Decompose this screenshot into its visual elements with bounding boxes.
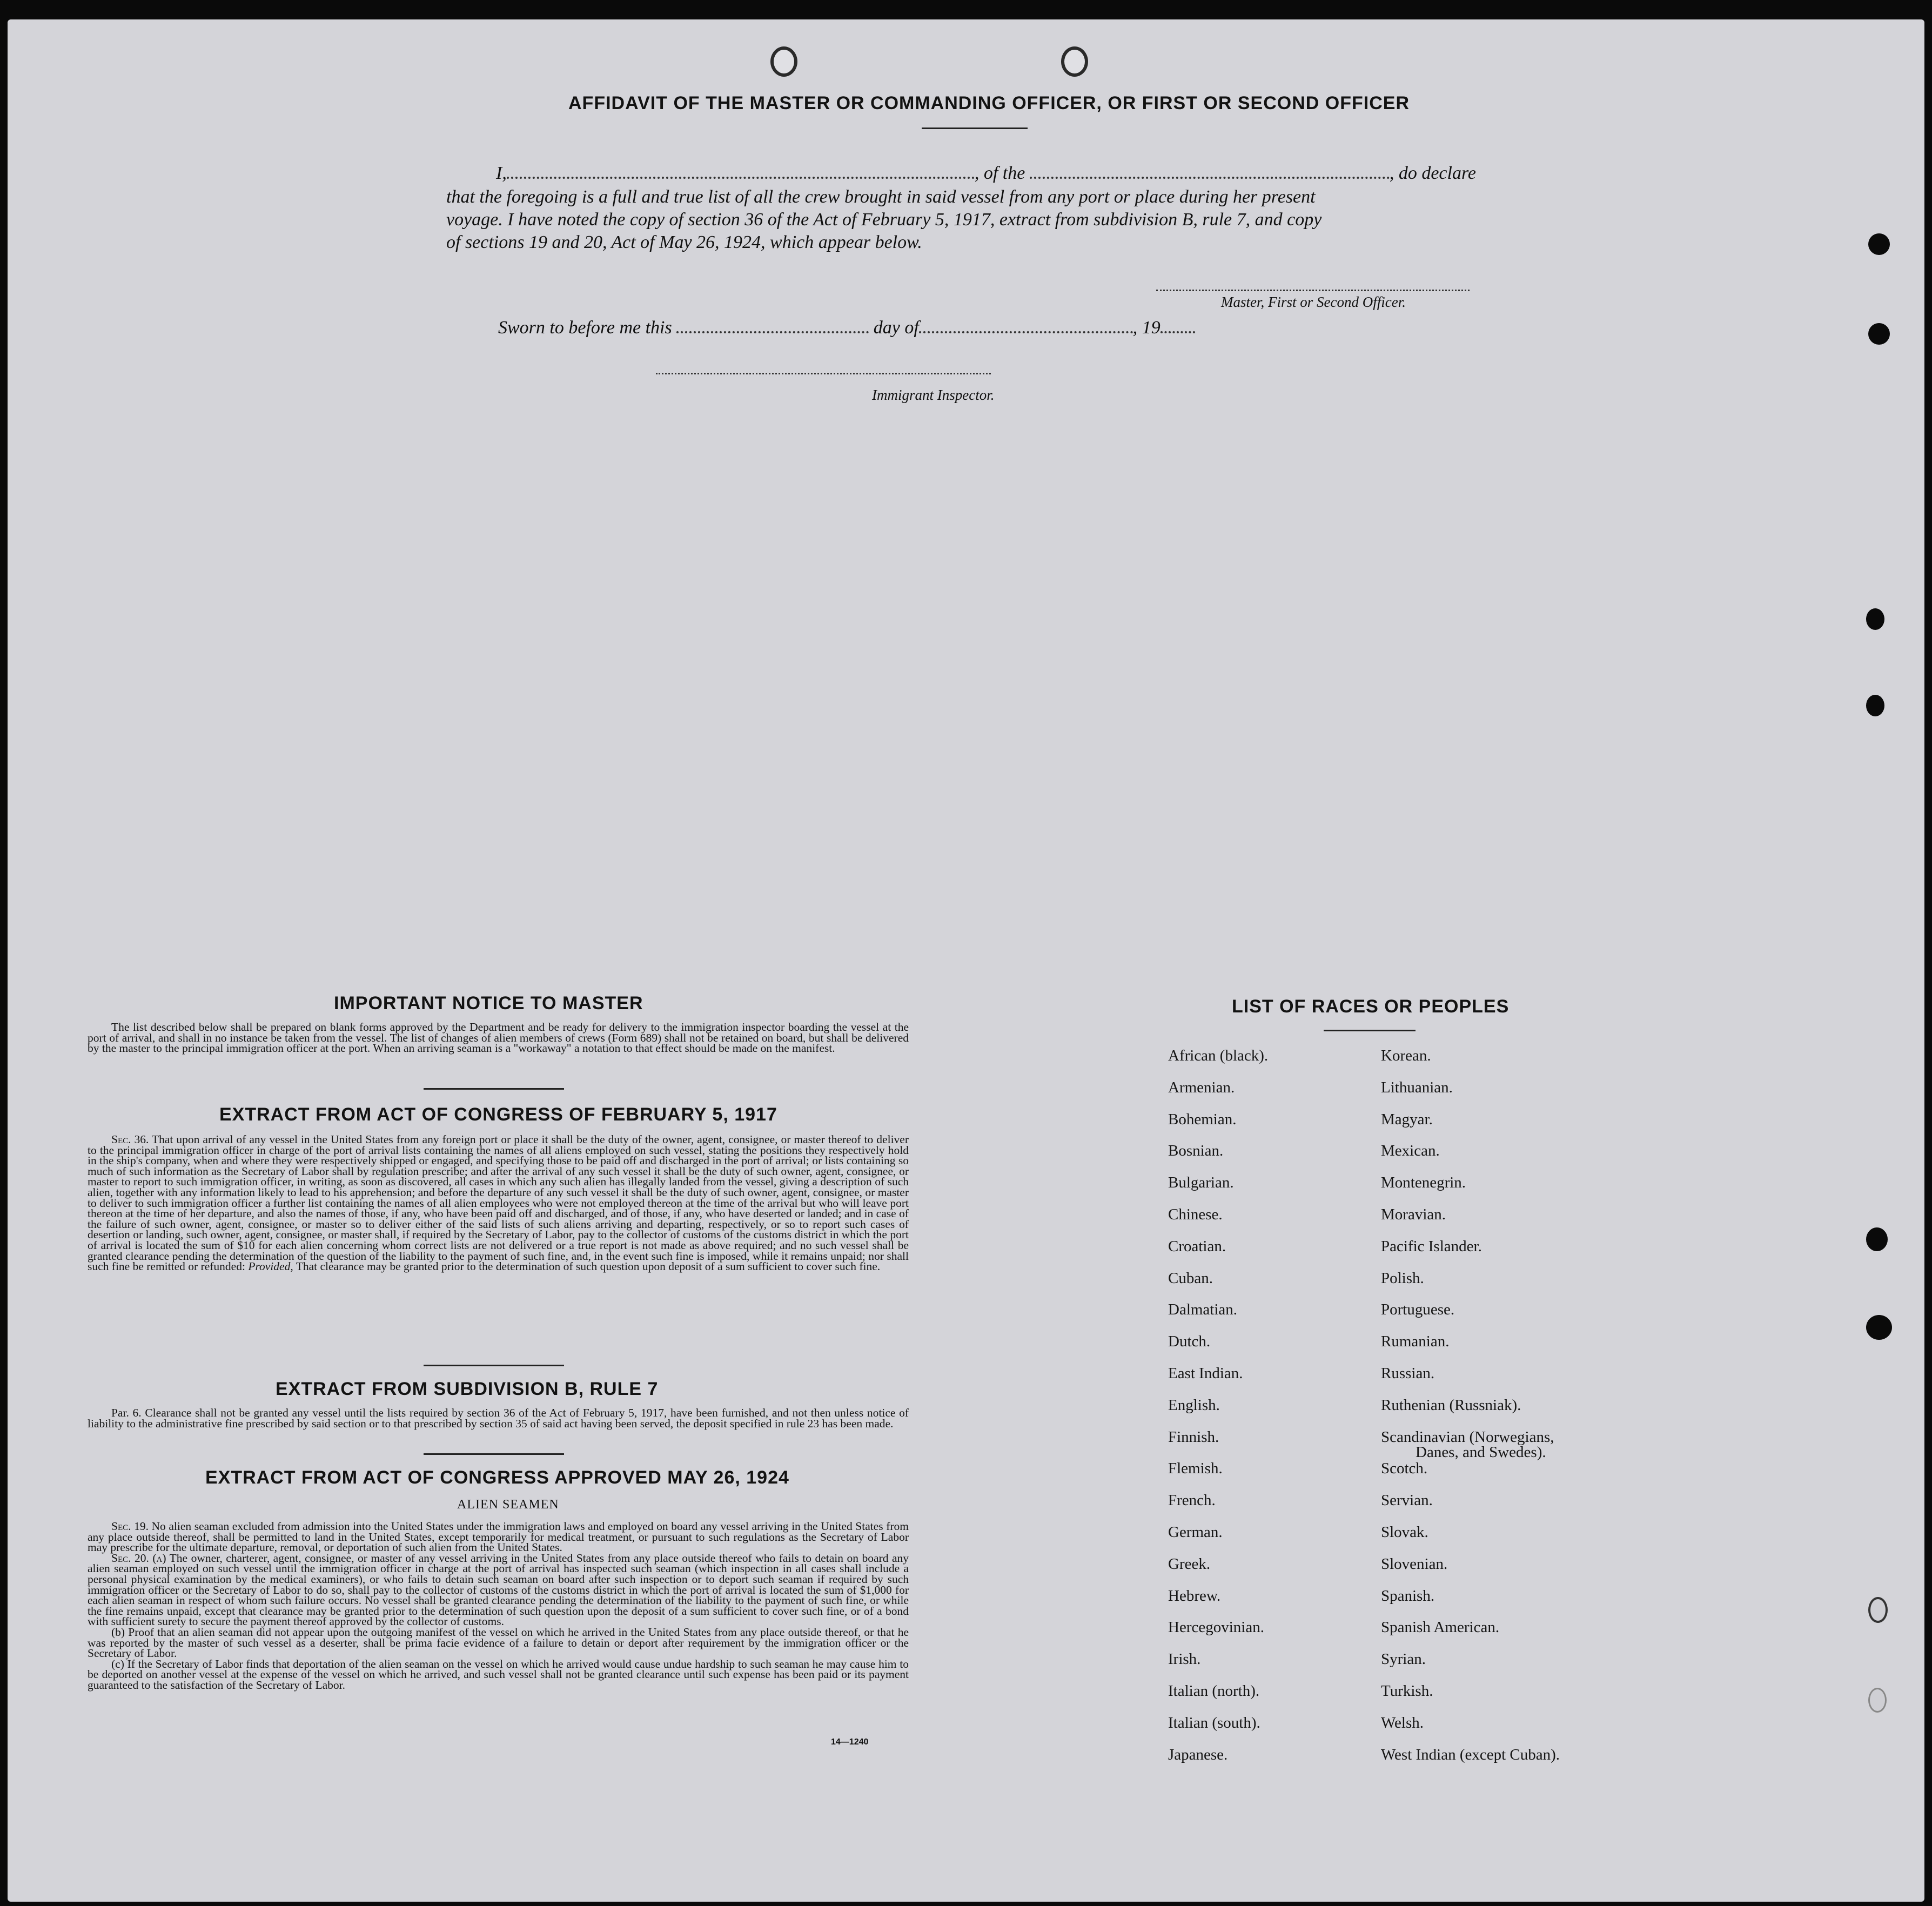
race-left-item-12: Finnish.	[1168, 1428, 1219, 1446]
race-left-item-2: Bohemian.	[1168, 1110, 1237, 1128]
notice-body-text: The list described below shall be prepared on blank forms approved by the Department and be ready for delivery to the immigration inspector boarding the vessel at the port of arrival, and shall in no instance be taken from the vessel. The list of changes of alien members of crews (Form 689) shall not be retained on board, but shall be delivered by the master to the principal immigration officer at the port. When an arriving seaman is a "workaway" a notation to that effect should be made on the manifest.	[88, 1021, 909, 1055]
sec20b-paragraph	[88, 1627, 909, 1659]
sworn-label: Sworn to before me this	[498, 318, 672, 338]
race-left-item-18: Hercegovinian.	[1168, 1619, 1264, 1636]
race-left-item-8: Dalmatian.	[1168, 1301, 1238, 1319]
form-number: 14—1240	[831, 1737, 869, 1747]
race-left-item-19: Irish.	[1168, 1650, 1201, 1668]
punch-hole-right-3	[1866, 608, 1884, 630]
master-signature-label: Master, First or Second Officer.	[1221, 294, 1406, 310]
race-right-item-8: Portuguese.	[1381, 1301, 1455, 1319]
sec20b-label: (b)	[111, 1625, 125, 1639]
race-left-item-5: Chinese.	[1168, 1206, 1223, 1223]
extract-1917-title: EXTRACT FROM ACT OF CONGRESS OF FEBRUARY 5, 1917	[219, 1104, 777, 1125]
sec20c-text: If the Secretary of Labor finds that deportation of the alien seaman on the vessel on which he arrived would cause undue hardship to such seaman he may cause him to be deported on another vessel at the expense of the vessel on which he arrived, and such vessel shall not be granted clearance until such expense has been paid or its payment guaranteed to the satisfaction of the Secretary of Labor.	[88, 1657, 909, 1692]
affidavit-of-the-label: , of the	[974, 163, 1025, 183]
race-right-item-1: Lithuanian.	[1381, 1078, 1453, 1096]
race-right-item-19: Syrian.	[1381, 1650, 1426, 1668]
race-left-item-11: English.	[1168, 1396, 1220, 1414]
race-right-item-0: Korean.	[1381, 1047, 1431, 1064]
extract-1917-rule	[424, 1365, 564, 1366]
race-left-item-10: East Indian.	[1168, 1365, 1243, 1382]
punch-hole-top-right	[1061, 46, 1088, 77]
sworn-line	[498, 318, 1195, 338]
races-title-rule	[1324, 1030, 1416, 1031]
proviso-label: Provided,	[248, 1260, 293, 1273]
race-right-item-9: Rumanian.	[1381, 1333, 1450, 1351]
race-right-item-2: Magyar.	[1381, 1110, 1433, 1128]
race-left-item-21: Italian (south).	[1168, 1714, 1260, 1731]
sec36-text: That upon arrival of any vessel in the United States from any foreign port or place it shall be the duty of the owner, agent, consignee, or master thereof to deliver to the principal immigration officer in charge of the port of arrival lists containing the names of all aliens employed on such vessel, stating the positions they respectively hold in the ship's company, when and where they were respectively shipped or engaged, and specifying those to be paid off and discharged in the port of arrival; or lists containing so much of such information as the Secretary of Labor shall by regulation prescribe; and after the arrival of any such vessel it shall be the duty of such owner, agent, consignee, or master to report to such immigration officer, in writing, as soon as discovered, all cases in which any such alien has illegally landed from the vessel, giving a description of such alien, together with any information likely to lead to his apprehension; and before the departure of any such vessel it shall be the duty of such owner, agent, consignee, or master to deliver to such immigration officer a further list containing the names of all alien employees who were not employed thereon at the time of the arrival but who will leave port thereon at the time of her departure, and also the names of those, if any, who have been paid off and discharged, and of those, if any, who have deserted or landed; and in case of the failure of such owner, agent, consignee, or master so to deliver either of the said lists of such aliens arriving and departing, respectively, or so to report such cases of desertion or landing, such owner, agent, consignee, or master shall, if required by the Secretary of Labor, pay to the collector of customs of the customs district in which the port of arrival is located the sum of $10 for each alien concerning whom correct lists are not delivered or a true report is not made as above required; and no such vessel shall be granted clearance pending the determination of the question of the liability to the payment of such fine, and, in the event such fine is imposed, while it remains unpaid; nor shall such fine be remitted or refunded:	[88, 1133, 909, 1273]
punch-hole-top-left	[770, 46, 797, 77]
sworn-month-blank[interactable]	[919, 331, 1133, 333]
sec20c-paragraph	[88, 1659, 909, 1691]
race-left-item-15: German.	[1168, 1524, 1223, 1541]
race-left-item-14: French.	[1168, 1492, 1216, 1509]
affidavit-line4: of sections 19 and 20, Act of May 26, 1924, which appear below.	[446, 232, 922, 252]
race-left-item-16: Greek.	[1168, 1555, 1211, 1573]
sec20a-paragraph	[88, 1553, 909, 1627]
sworn-day-blank[interactable]	[676, 331, 869, 333]
race-right-item-21: Welsh.	[1381, 1714, 1424, 1731]
race-right-item-16: Slovenian.	[1381, 1555, 1448, 1573]
race-right-item-13: Scotch.	[1381, 1460, 1428, 1478]
extract-1924-title: EXTRACT FROM ACT OF CONGRESS APPROVED MAY 26, 1924	[205, 1467, 789, 1488]
day-of-label: day of	[873, 318, 919, 338]
year-label: , 19	[1132, 318, 1160, 338]
race-right-item-5: Moravian.	[1381, 1206, 1446, 1223]
sec20c-label: (c)	[111, 1657, 124, 1670]
race-left-item-4: Bulgarian.	[1168, 1174, 1234, 1192]
rule7-body	[88, 1408, 909, 1429]
sec19-label: Sec. 19.	[111, 1520, 149, 1533]
affidavit-line1	[496, 163, 1476, 184]
form-sheet	[8, 19, 1924, 1902]
race-left-item-3: Bosnian.	[1168, 1142, 1224, 1160]
race-right-item-18: Spanish American.	[1381, 1619, 1500, 1636]
race-left-item-22: Japanese.	[1168, 1746, 1228, 1763]
rule7-text: Par. 6. Clearance shall not be granted any vessel until the lists required by section 36 of the Act of February 5, 1917, have been furnished, and not then unless notice of liability to the administrative fine prescribed by said section or to that prescribed by section 35 of said act having been served, the deposit specified in rule 23 has been made.	[88, 1406, 909, 1430]
name-blank[interactable]	[507, 177, 975, 179]
race-right-item-14: Servian.	[1381, 1492, 1433, 1509]
affidavit-title: AFFIDAVIT OF THE MASTER OR COMMANDING OFFICER, OR FIRST OR SECOND OFFICER	[568, 93, 1410, 113]
inspector-signature-line[interactable]	[656, 373, 991, 374]
race-left-item-1: Armenian.	[1168, 1078, 1235, 1096]
punch-hole-right-4	[1866, 695, 1884, 716]
sec19-text: No alien seaman excluded from admission into the United States under the immigration laws and employed on board any vessel arriving in the United States from any place outside thereof, shall be permitted to land in the United States, except temporarily for medical treatment, or pursuant to such regulations as the Secretary of Labor may prescribe for the ultimate departure, removal, or deportation of such alien from the United States.	[88, 1520, 909, 1554]
master-signature-line[interactable]	[1156, 290, 1470, 291]
affidavit-title-rule	[922, 127, 1028, 129]
notice-title: IMPORTANT NOTICE TO MASTER	[334, 993, 643, 1014]
race-right-item-11: Ruthenian (Russniak).	[1381, 1396, 1521, 1414]
race-left-item-6: Croatian.	[1168, 1237, 1226, 1255]
sec20a-text: The owner, charterer, agent, consignee, or master of any vessel arriving in the United States from any place outside thereof who fails to detain on board any alien seaman employed on such vessel until the immigration officer in charge at the port of arrival has inspected such seaman (which inspection in all cases shall include a personal physical examination by the medical examiners), or who fails to detain such seaman on board after such inspection or to deport such seaman if required by such immigration officer or the Secretary of Labor to do so, shall pay to the collector of customs of the customs district in which the port of arrival is located the sum of $1,000 for each alien seaman in respect of whom such failure occurs. No vessel shall be granted clearance pending the determination of the liability to the payment of such fine, or while the fine remains unpaid, except that clearance may be granted prior to the determination of such question upon the deposit of a sum sufficient to cover such fine, or of a bond with sufficient surety to secure the payment thereof approved by the collector of customs.	[88, 1551, 909, 1628]
sec19-paragraph	[88, 1521, 909, 1553]
alien-seamen-subtitle: ALIEN SEAMEN	[457, 1498, 559, 1512]
punch-hole-right-7	[1868, 1597, 1888, 1623]
extract-1917-body	[88, 1135, 909, 1272]
race-right-item-7: Polish.	[1381, 1269, 1424, 1287]
affidavit-line2: that the foregoing is a full and true list of all the crew brought in said vessel from any port or place during her present	[446, 187, 1316, 207]
sworn-year-blank[interactable]	[1160, 331, 1195, 333]
rule7-rule	[424, 1453, 564, 1455]
punch-hole-right-5	[1866, 1227, 1888, 1251]
race-right-item-4: Montenegrin.	[1381, 1174, 1466, 1192]
race-right-item-15: Slovak.	[1381, 1524, 1428, 1541]
races-title: LIST OF RACES OR PEOPLES	[1232, 996, 1510, 1017]
vessel-blank[interactable]	[1030, 177, 1390, 179]
race-right-item-22: West Indian (except Cuban).	[1381, 1746, 1560, 1763]
punch-hole-right-8	[1868, 1688, 1887, 1713]
race-left-item-7: Cuban.	[1168, 1269, 1213, 1287]
affidavit-declare-label: , do declare	[1389, 163, 1477, 183]
race-left-item-0: African (black).	[1168, 1047, 1269, 1064]
race-right-item-17: Spanish.	[1381, 1587, 1435, 1605]
rule7-title: EXTRACT FROM SUBDIVISION B, RULE 7	[276, 1379, 659, 1399]
punch-hole-right-1	[1868, 233, 1890, 255]
race-right-item-6: Pacific Islander.	[1381, 1237, 1482, 1255]
punch-hole-right-6	[1866, 1315, 1892, 1340]
sec36-label: Sec. 36.	[111, 1133, 149, 1146]
sec20a-label: Sec. 20. (a)	[111, 1551, 166, 1565]
affidavit-i-label: I,	[496, 163, 507, 183]
sec20b-text: Proof that an alien seaman did not appear upon the outgoing manifest of the vessel on which he arrived in the United States from any place outside thereof, or that he was reported by the master of such vessel as a deserter, shall be prima facie evidence of a failure to detain or deport after requirement by the immigration officer or the Secretary of Labor.	[88, 1625, 909, 1660]
proviso-text: That clearance may be granted prior to the determination of such question upon deposit of a sum sufficient to cover such fine.	[296, 1260, 881, 1273]
race-right-item-scandinavian-cont: Danes, and Swedes).	[1416, 1443, 1546, 1461]
race-right-item-10: Russian.	[1381, 1365, 1435, 1382]
inspector-signature-label: Immigrant Inspector.	[872, 387, 995, 403]
race-left-item-17: Hebrew.	[1168, 1587, 1221, 1605]
notice-body	[88, 1022, 909, 1054]
race-left-item-20: Italian (north).	[1168, 1682, 1260, 1700]
extract-1924-body	[88, 1521, 909, 1691]
race-right-item-3: Mexican.	[1381, 1142, 1440, 1160]
race-right-item-20: Turkish.	[1381, 1682, 1433, 1700]
punch-hole-right-2	[1868, 323, 1890, 345]
affidavit-line3: voyage. I have noted the copy of section 36 of the Act of February 5, 1917, extract from subdivision B, rule 7, and copy	[446, 210, 1322, 230]
race-left-item-9: Dutch.	[1168, 1333, 1211, 1351]
notice-rule	[424, 1088, 564, 1090]
race-right-item-12: Scandinavian (Norwegians,	[1381, 1428, 1554, 1446]
race-left-item-13: Flemish.	[1168, 1460, 1223, 1478]
